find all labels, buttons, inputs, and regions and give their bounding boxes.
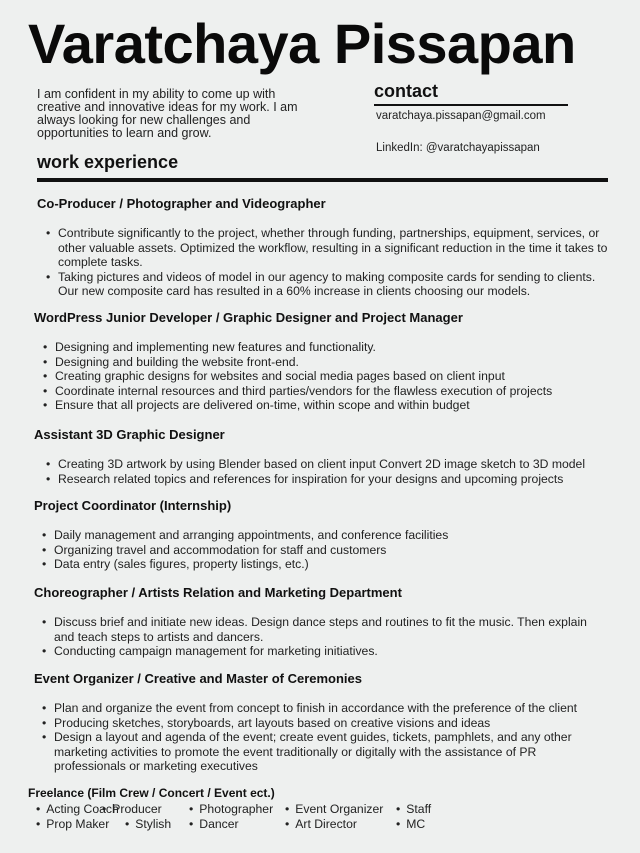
freelance-role: • MC xyxy=(396,817,425,831)
job-entry xyxy=(0,671,640,774)
summary-text: I am confident in my ability to come up with creative and innovative ideas for my work. I am always looking for new challenges and opportunities to learn and grow. xyxy=(37,87,298,140)
job-entry xyxy=(0,310,640,413)
freelance-role: • Prop Maker xyxy=(36,817,109,831)
job-bullets xyxy=(58,457,628,486)
job-title: WordPress Junior Developer / Graphic Designer and Project Manager xyxy=(34,310,463,325)
job-bullets xyxy=(55,340,615,413)
job-entry xyxy=(0,585,640,659)
freelance-role: • Staff xyxy=(396,802,431,816)
bullet-item: • Creating graphic designs for websites and social media pages based on client input xyxy=(55,369,615,384)
freelance-role: • Stylish xyxy=(125,817,171,831)
bullet-item: • Daily management and arranging appointments, and conference facilities xyxy=(54,528,614,543)
freelance-role: • Art Director xyxy=(285,817,357,831)
bullet-item: • Producing sketches, storyboards, art layouts based on creative visions and ideas xyxy=(54,716,599,731)
freelance-role: • Dancer xyxy=(189,817,239,831)
job-bullets xyxy=(54,615,609,659)
job-entry xyxy=(0,196,640,299)
contact-heading: contact xyxy=(374,81,439,101)
work-experience-divider xyxy=(37,178,608,182)
freelance-heading: Freelance (Film Crew / Concert / Event ect.) xyxy=(28,786,275,800)
job-bullets xyxy=(54,701,599,774)
freelance-role: • Producer xyxy=(102,802,162,816)
bullet-item: • Design a layout and agenda of the event; create event guides, tickets, pamphlets, and any other marketing activities to promote the event traditionally or digitally with the assistance of PR professionals or marketing executives xyxy=(54,730,599,774)
freelance-role: • Acting Coach xyxy=(36,802,119,816)
work-experience-heading: work experience xyxy=(37,152,179,172)
bullet-item: • Designing and building the website front-end. xyxy=(55,355,615,370)
job-entry xyxy=(0,427,640,486)
freelance-roles xyxy=(0,800,640,832)
bullet-item: • Data entry (sales figures, property listings, etc.) xyxy=(54,557,614,572)
bullet-item: • Ensure that all projects are delivered on-time, within scope and within budget xyxy=(55,398,615,413)
job-title: Co-Producer / Photographer and Videographer xyxy=(37,196,326,211)
freelance-role: • Photographer xyxy=(189,802,273,816)
contact-divider xyxy=(374,104,568,106)
bullet-item: • Coordinate internal resources and third parties/vendors for the flawless execution of projects xyxy=(55,384,615,399)
job-title: Event Organizer / Creative and Master of Ceremonies xyxy=(34,671,362,686)
job-title: Assistant 3D Graphic Designer xyxy=(34,427,225,442)
freelance-role: • Event Organizer xyxy=(285,802,383,816)
bullet-item: • Designing and implementing new features and functionality. xyxy=(55,340,615,355)
bullet-item: • Organizing travel and accommodation for staff and customers xyxy=(54,543,614,558)
contact-email[interactable]: varatchaya.pissapan@gmail.com xyxy=(376,110,546,122)
contact-linkedin[interactable]: LinkedIn: @varatchayapissapan xyxy=(376,142,540,154)
bullet-item: • Contribute significantly to the project, whether through funding, partnerships, equipment, services, or other valuable assets. Optimized the workflow, resulting in a significant reduction in the time it takes to complete tasks. xyxy=(58,226,608,270)
bullet-item: • Research related topics and references for inspiration for your designs and upcoming projects xyxy=(58,472,628,487)
bullet-item: • Plan and organize the event from concept to finish in accordance with the preference of the client xyxy=(54,701,599,716)
job-title: Project Coordinator (Internship) xyxy=(34,498,232,513)
bullet-item: • Taking pictures and videos of model in our agency to making composite cards for sending to clients. Our new composite card has resulted in a 60% increase in clients choosing our models. xyxy=(58,270,608,299)
bullet-item: • Discuss brief and initiate new ideas. Design dance steps and routines to fit the music. Then explain and teach steps to artists and dancers. xyxy=(54,615,609,644)
job-bullets xyxy=(54,528,614,572)
resume-name: Varatchaya Pissapan xyxy=(28,12,576,75)
job-bullets xyxy=(58,226,608,299)
bullet-item: • Conducting campaign management for marketing initiatives. xyxy=(54,644,609,659)
job-title: Choreographer / Artists Relation and Marketing Department xyxy=(34,585,402,600)
bullet-item: • Creating 3D artwork by using Blender based on client input Convert 2D image sketch to 3D model xyxy=(58,457,628,472)
job-entry xyxy=(0,498,640,572)
